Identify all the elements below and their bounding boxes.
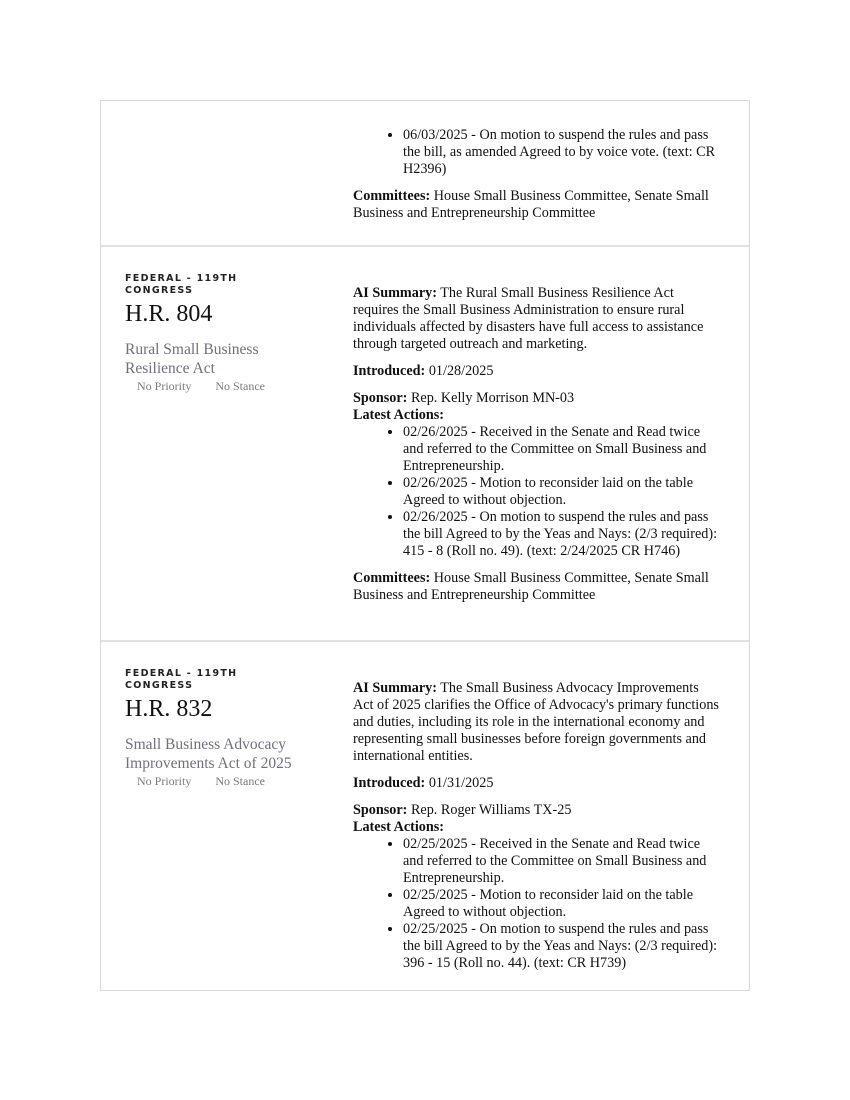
bill-title[interactable]: Rural Small Business Resilience Act <box>125 341 259 377</box>
ai-summary-label: AI Summary: <box>353 680 437 696</box>
bill-meta-column <box>101 247 353 640</box>
introduced-date: 01/31/2025 <box>428 775 494 791</box>
stance-tag: No Stance <box>215 379 265 393</box>
priority-tag: No Priority <box>137 774 192 788</box>
bill-number[interactable]: H.R. 832 <box>125 696 213 722</box>
bill-report <box>100 100 750 991</box>
committees-label: Committees: <box>353 570 431 586</box>
sponsor-name: Rep. Kelly Morrison MN-03 <box>410 390 575 406</box>
sponsor-block <box>353 802 721 972</box>
bill-number[interactable]: H.R. 804 <box>125 301 213 327</box>
bill-title[interactable]: Small Business Advocacy Improvements Act of 2025 <box>125 736 292 772</box>
committees-value: House Small Business Committee, Senate Small Business and Entrepreneurship Committee <box>353 570 709 603</box>
latest-actions-list <box>353 127 721 178</box>
sponsor <box>353 390 721 407</box>
action-item: • 02/25/2025 - Motion to reconsider laid on the table Agreed to without objection. <box>403 887 721 921</box>
sponsor-name: Rep. Roger Williams TX-25 <box>410 802 572 818</box>
committees <box>353 188 721 222</box>
bill-tags <box>125 379 353 394</box>
latest-actions-list <box>353 424 721 560</box>
bill-detail-column <box>353 101 749 245</box>
bill-row <box>101 640 749 990</box>
ai-summary-label: AI Summary: <box>353 285 437 301</box>
sponsor-block <box>353 390 721 560</box>
latest-actions-label: Latest Actions: <box>353 407 445 423</box>
sponsor <box>353 802 721 819</box>
action-item: • 02/26/2025 - Received in the Senate and Read twice and referred to the Committee on Small Business and Entrepreneurship. <box>403 424 721 475</box>
stance-tag: No Stance <box>215 774 265 788</box>
introduced-label: Introduced: <box>353 363 426 379</box>
jurisdiction-label: FEDERAL - 119TH CONGRESS <box>125 668 238 691</box>
bill-row-continued <box>101 101 749 245</box>
bill-detail-column <box>353 642 749 990</box>
committees <box>353 570 721 604</box>
sponsor-label: Sponsor: <box>353 802 408 818</box>
introduced-date: 01/28/2025 <box>428 363 494 379</box>
action-item: • 02/26/2025 - Motion to reconsider laid on the table Agreed to without objection. <box>403 475 721 509</box>
bill-detail-column <box>353 247 749 640</box>
sponsor-label: Sponsor: <box>353 390 408 406</box>
jurisdiction-label: FEDERAL - 119TH CONGRESS <box>125 273 238 296</box>
introduced <box>353 363 721 380</box>
priority-tag: No Priority <box>137 379 192 393</box>
action-item: • 06/03/2025 - On motion to suspend the rules and pass the bill, as amended Agreed to by voice vote. (text: CR H2396) <box>403 127 721 178</box>
bill-row <box>101 245 749 640</box>
ai-summary-text: The Small Business Advocacy Improvements Act of 2025 clarifies the Office of Advocacy's primary functions and duties, including its role in the international economy and representing small businesses before foreign governments and international entities. <box>353 680 719 764</box>
ai-summary-text: The Rural Small Business Resilience Act requires the Small Business Administration to ensure rural individuals affected by disasters have full access to assistance through targeted outreach and marketing. <box>353 285 704 352</box>
latest-actions-label: Latest Actions: <box>353 819 445 835</box>
latest-actions-list <box>353 836 721 972</box>
committees-value: House Small Business Committee, Senate Small Business and Entrepreneurship Committee <box>353 188 709 221</box>
introduced-label: Introduced: <box>353 775 426 791</box>
action-item: • 02/25/2025 - Received in the Senate and Read twice and referred to the Committee on Small Business and Entrepreneurship. <box>403 836 721 887</box>
bill-tags <box>125 774 353 789</box>
committees-label: Committees: <box>353 188 431 204</box>
bill-meta-column <box>101 101 353 245</box>
ai-summary <box>353 285 721 353</box>
action-item: • 02/25/2025 - On motion to suspend the rules and pass the bill Agreed to by the Yeas and Nays: (2/3 required): 396 - 15 (Roll no. 44). (text: CR H739) <box>403 921 721 972</box>
bill-meta-column <box>101 642 353 990</box>
action-item: • 02/26/2025 - On motion to suspend the rules and pass the bill Agreed to by the Yeas and Nays: (2/3 required): 415 - 8 (Roll no. 49). (text: 2/24/2025 CR H746) <box>403 509 721 560</box>
introduced <box>353 775 721 792</box>
ai-summary <box>353 680 721 765</box>
